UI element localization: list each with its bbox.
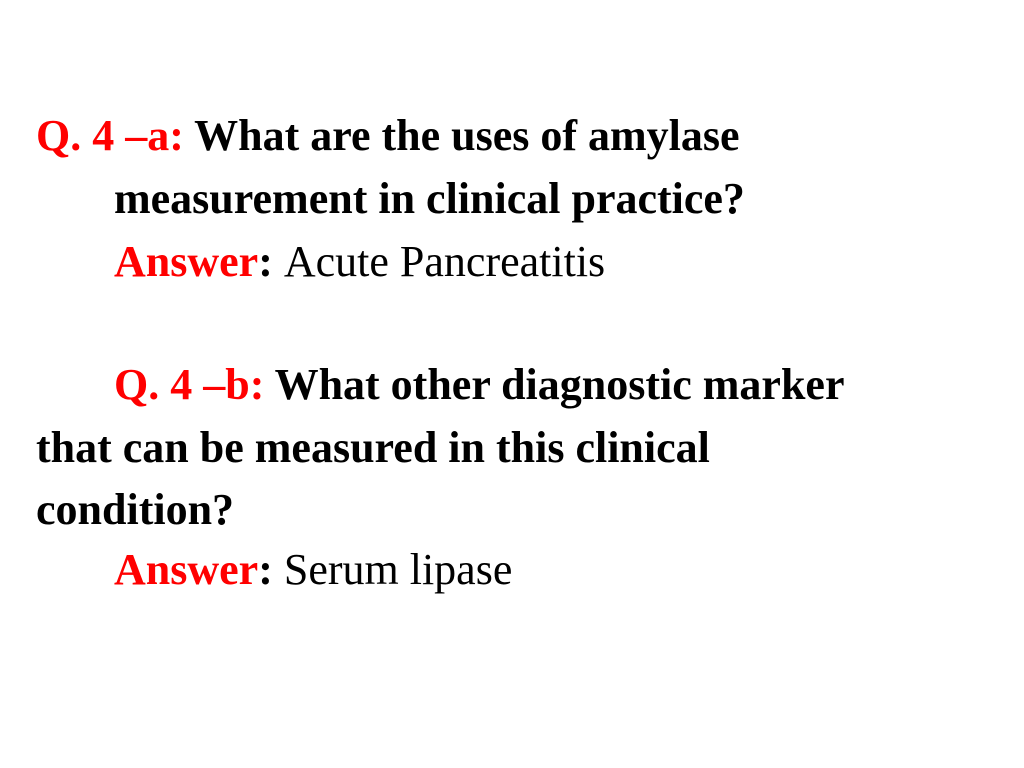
q4a-question-line-1 [36, 106, 740, 166]
q4a-question-line-2: measurement in clinical practice? [114, 174, 745, 223]
q4b-question-line-3: condition? [36, 485, 235, 534]
q4b-question-line-2: that can be measured in this clinical [36, 423, 710, 472]
q4a-answer-line [114, 232, 605, 292]
q4b-answer-line [114, 540, 512, 600]
q4b-answer-colon: : [258, 545, 284, 594]
q4a-label: Q. 4 –a: [36, 111, 195, 160]
q4a-question-text-1: What are the uses of amylase [194, 111, 740, 160]
q4b-label: Q. 4 –b: [114, 360, 275, 409]
q4b-question-line-1 [114, 355, 844, 415]
q4a-answer-colon: : [258, 237, 284, 286]
q4a-answer-text: Acute Pancreatitis [283, 237, 606, 286]
q4b-answer-text: Serum lipase [283, 545, 513, 594]
q4b-answer-label: Answer [114, 545, 259, 594]
q4a-answer-label: Answer [114, 237, 259, 286]
q4b-question-text-1: What other diagnostic marker [274, 360, 845, 409]
